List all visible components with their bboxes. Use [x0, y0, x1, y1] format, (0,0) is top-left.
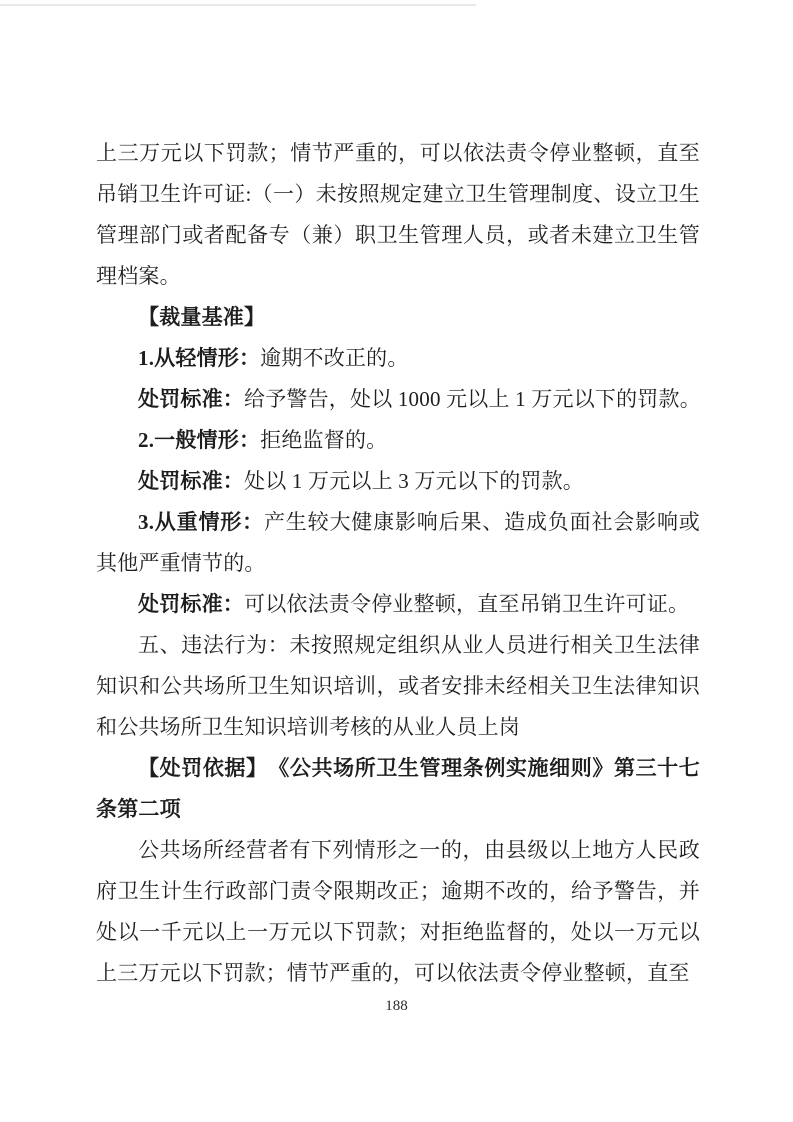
paragraph-penalty-standard-2: [96, 461, 700, 502]
paragraph-regulation-text: [96, 830, 700, 994]
paragraph-penalty-standard-3: [96, 584, 700, 625]
paragraph-text: 公共场所经营者有下列情形之一的，由县级以上地方人民政府卫生计生行政部门责令限期改正；逾期不改的，给予警告，并处以一千元以上一万元以下罚款；对拒绝监督的，处以一万元以上三万元以下罚款；情节严重的，可以依法责令停业整顿，直至: [96, 838, 700, 985]
paragraph-label: 3.从重情形：: [138, 510, 264, 534]
paragraph-label: 2.一般情形：: [138, 428, 261, 452]
paragraph-penalty-standard-1: [96, 379, 700, 420]
paragraph-text: 产生较大健康影响后果、造成负面社会影响或其他严重情节的。: [96, 510, 700, 575]
heading-text: 【裁量基准】: [138, 305, 266, 329]
paragraph-text: 可以依法责令停业整顿，直至吊销卫生许可证。: [244, 592, 690, 616]
text-block: [96, 133, 700, 994]
paragraph-text: 处以 1 万元以上 3 万元以下的罚款。: [244, 469, 584, 493]
paragraph-text: 五、违法行为：未按照规定组织从业人员进行相关卫生法律知识和公共场所卫生知识培训，或者安排未经相关卫生法律知识和公共场所卫生知识培训考核的从业人员上岗: [96, 633, 700, 739]
paragraph-text: 给予警告，处以 1000 元以上 1 万元以下的罚款。: [244, 387, 701, 411]
paragraph-label: 处罚标准：: [138, 387, 244, 411]
paragraph-text: 上三万元以下罚款；情节严重的，可以依法责令停业整顿，直至吊销卫生许可证:（一）未按照规定建立卫生管理制度、设立卫生管理部门或者配备专（兼）职卫生管理人员，或者未建立卫生管理档案。: [96, 141, 700, 288]
heading-penalty-basis: [96, 748, 700, 830]
paragraph-penalty-continuation: [96, 133, 700, 297]
paragraph-illegal-act-five: [96, 625, 700, 748]
paragraph-severe-circumstance: [96, 502, 700, 584]
paragraph-lenient-circumstance: [96, 338, 700, 379]
paragraph-text: 逾期不改正的。: [260, 346, 409, 370]
paragraph-label: 1.从轻情形：: [138, 346, 261, 370]
paragraph-general-circumstance: [96, 420, 700, 461]
paragraph-label: 处罚标准：: [138, 592, 244, 616]
page-number: 188: [385, 998, 408, 1014]
heading-discretion-basis: [96, 297, 700, 338]
heading-text: 【处罚依据】 《公共场所卫生管理条例实施细则》第三十七条第二项: [96, 756, 700, 821]
paragraph-label: 处罚标准：: [138, 469, 244, 493]
paragraph-text: 拒绝监督的。: [260, 428, 388, 452]
scan-edge-artifact: [0, 4, 476, 6]
